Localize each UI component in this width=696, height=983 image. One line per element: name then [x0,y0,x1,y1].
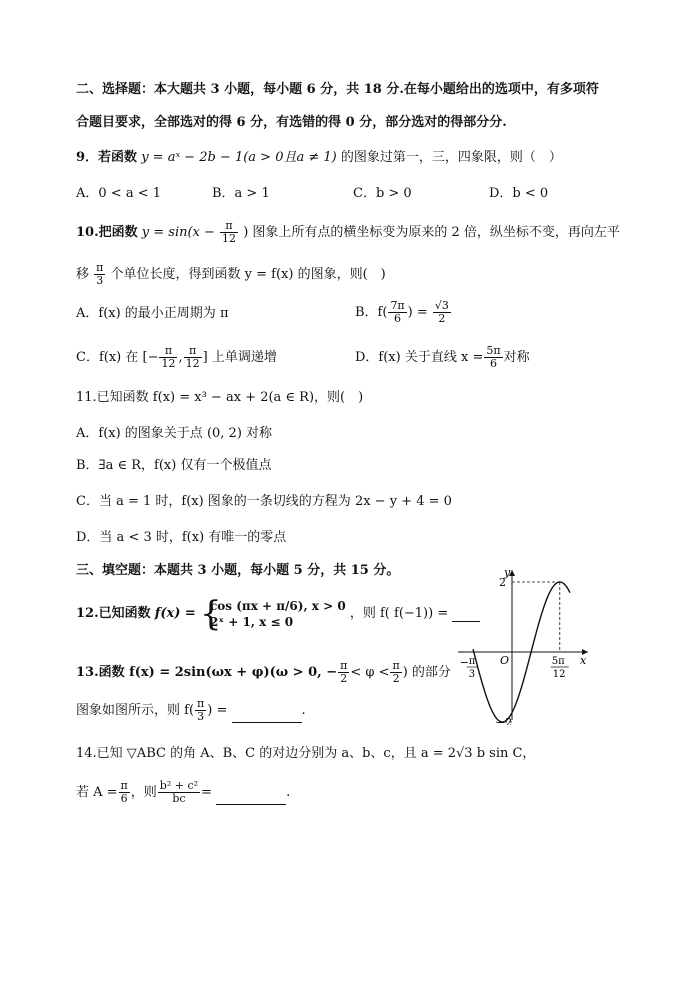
y-tick-label-top: 2 [499,576,506,589]
q9-option-c: C．b > 0 [353,186,412,201]
q10-number: 10.把函数 [76,225,138,240]
x-tick-left-numerator: π [468,656,476,667]
q13-stem: 13.函数 f(x) = 2sin(ωx + φ)(ω > 0, − $\frac{\pi}{2}$ < φ < $\frac{\pi}{2}$ ) 的部分 [76,659,451,685]
q10-stem-line2: 移 $\frac{\pi}{3}$ 个单位长度，得到函数 y = f(x) 的图象，则( ) [76,261,386,287]
q9-stem [76,148,562,168]
q14-stem: 14.已知 ▽ABC 的角 A、B、C 的对边分别为 a、b、c，且 a = 2√3 b sin C， [76,746,536,761]
q11-stem: 11.已知函数 f(x) = x³ − ax + 2(a ∈ R)，则( ) [76,390,364,405]
q14-stem-line2: 若 A = $\frac{\pi}{6}$ ，则 $\frac{\text{b² + c²}}{bc}$ = . [76,779,291,805]
q10-stem-tail: ) 图象上所有点的横坐标变为原来的 2 倍，纵坐标不变，再向左平 [243,225,620,240]
q10-stem [76,220,620,245]
y-tick-label-bottom: −2 [496,716,513,725]
q10-option-a: A．f(x) 的最小正周期为 π [76,306,229,321]
x-axis-label: x [580,654,587,667]
q10-expr: y = sin(x − [141,225,215,240]
origin-label: O [500,654,510,667]
x-tick-right-denominator: 12 [552,669,566,680]
section3-heading: 三、填空题：本题共 3 小题，每小题 5 分，共 15 分。 [76,563,400,578]
q10-fraction: $\frac{\pi}{12}$ [222,219,237,245]
q11-option-d: D．当 a < 3 时，f(x) 有唯一的零点 [76,530,287,545]
q13-graph [448,560,598,725]
q12-stem: 12.已知函数 f(x) = { cos (πx + π/6), x > 0 2ˣ + 1, x ≤ 0 ，则 f( f(−1)) = [76,598,480,638]
x-tick-left-sign: − [459,656,469,669]
q9-option-a: A．0 < a < 1 [76,186,161,201]
y-axis-label: y [504,566,511,579]
q10-option-c: C．f(x) 在 [− $\frac{\pi}{12}$ , $\frac{\pi}{12}$ ] 上单调递增 [76,344,277,370]
q11-option-b: B．∃a ∈ R，f(x) 仅有一个极值点 [76,458,272,473]
q13-answer-blank[interactable] [232,708,302,723]
x-tick-left-denominator: 3 [468,669,476,680]
section2-heading-line2: 合题目要求，全部选对的得 6 分，有选错的得 0 分，部分选对的得部分分. [76,115,507,130]
q10-option-b: B．f( $\frac{7\pi}{6}$ ) = $\frac{√3}{2}$ [355,299,449,325]
q12-piecewise: { cos (πx + π/6), x > 0 2ˣ + 1, x ≤ 0 [199,594,346,634]
q9-option-d: D．b < 0 [489,186,549,201]
q10-option-d: D．f(x) 关于直线 x = $\frac{5\pi}{6}$ 对称 [355,344,530,370]
q10-fraction2: $\frac{\pi}{3}$ [96,261,104,287]
q9-stem-tail: 的图象过第一，三，四象限，则（ ） [340,150,562,165]
chart-marks [460,576,570,725]
q11-option-c: C．当 a = 1 时，f(x) 图象的一条切线的方程为 2x − y + 4 = 0 [76,494,452,509]
q11-option-a: A．f(x) 的图象关于点 (0, 2) 对称 [76,426,273,441]
q9-expr: y = aˣ − 2b − 1(a > 0且a ≠ 1) [141,150,337,165]
q9-option-b: B．a > 1 [212,186,270,201]
q14-answer-blank[interactable] [216,790,286,805]
q9-number: 9．若函数 [76,150,138,165]
q13-stem-line2: 图象如图所示，则 f( $\frac{\pi}{3}$ ) = . [76,697,306,723]
x-tick-right-numerator: 5π [551,656,565,667]
section2-heading: 二、选择题：本大题共 3 小题，每小题 6 分，共 18 分.在每小题给出的选项中，有多项符 [76,82,599,97]
